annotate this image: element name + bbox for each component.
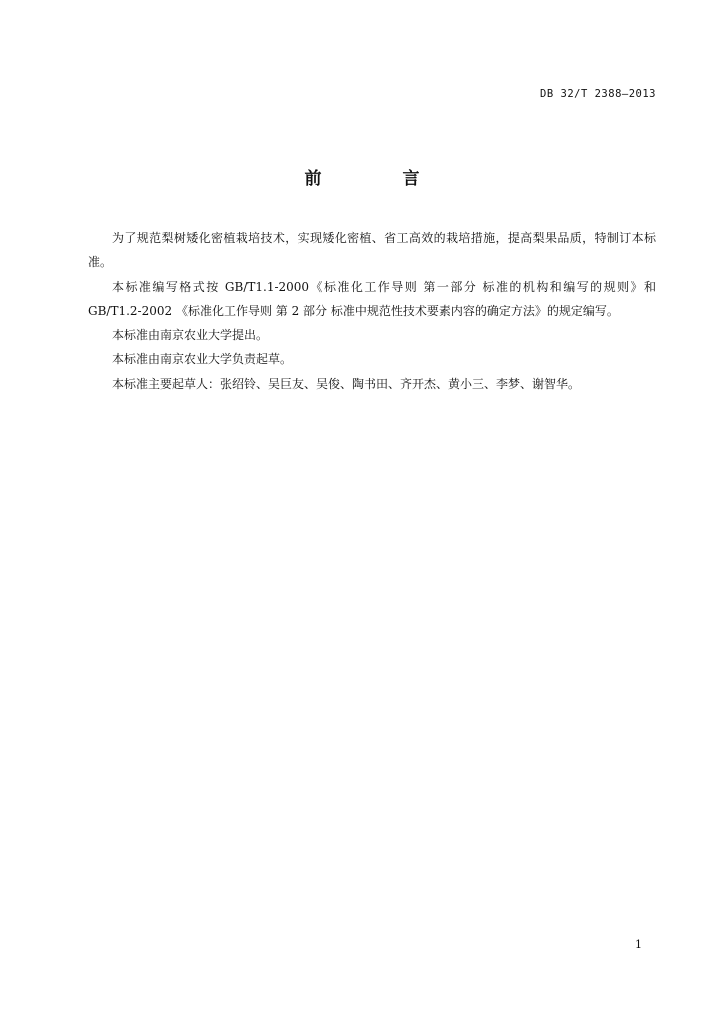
paragraph-drafters: 本标准主要起草人：张绍铃、吴巨友、吴俊、陶书田、齐开杰、黄小三、李梦、谢智华。: [112, 376, 581, 391]
page-title: 前 言: [304, 169, 452, 189]
paragraph-drafting-unit: 本标准由南京农业大学负责起草。: [112, 352, 293, 367]
page-number: 1: [635, 938, 642, 951]
paragraph-proposer: 本标准由南京农业大学提出。: [112, 328, 269, 343]
foreword-body: [88, 226, 656, 396]
paragraph-format: 本标准编写格式按 GB/T1.1-2000《标准化工作导则 第一部分 标准的机构和编写的规则》和GB/T1.2-2002 《标准化工作导则 第 2 部分 标准中规范性技术要素内容的确定方法》的规定编写。: [88, 279, 656, 318]
standard-code-header: DB 32/T 2388—2013: [540, 88, 656, 100]
paragraph-purpose: 为了规范梨树矮化密植栽培技术，实现矮化密植、省工高效的栽培措施，提高梨果品质，特制订本标准。: [88, 231, 656, 270]
